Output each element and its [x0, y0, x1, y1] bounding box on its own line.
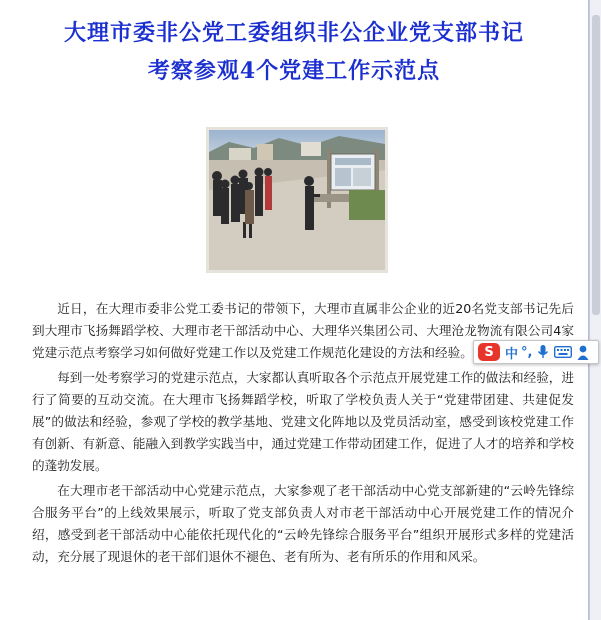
- user-icon[interactable]: [577, 344, 589, 360]
- article-photo: [209, 130, 385, 270]
- vertical-scrollbar[interactable]: [589, 0, 601, 620]
- article-paragraph-2: 每到一处考察学习的党建示范点，大家都认真听取各个示范点开展党建工作的做法和经验，进行了简要的互动交流。在大理市飞扬舞蹈学校，听取了学校负责人关于“党建带团建、共建促发展”的做法和经验，参观了学校的教学基地、党建文化阵地以及党员活动室，感受到该校党建工作有创新、有新意、能融入到教学实践当中，通过党建工作带动团建工作，促进了人才的培养和学校的蓬勃发展。: [32, 370, 574, 473]
- ime-toolbar[interactable]: [473, 340, 599, 364]
- article-title-line1: 大理市委非公党工委组织非公企业党支部书记: [63, 20, 524, 46]
- ime-language-toggle[interactable]: 中: [505, 346, 519, 362]
- microphone-icon[interactable]: [537, 344, 549, 360]
- scrollbar-thumb[interactable]: [592, 15, 600, 315]
- group-visit-photo: [209, 130, 385, 270]
- ime-punctuation-toggle[interactable]: °,: [521, 344, 533, 360]
- keyboard-icon[interactable]: [554, 345, 572, 359]
- sogou-logo-icon[interactable]: S: [478, 343, 500, 361]
- article-paragraph-3: 在大理市老干部活动中心党建示范点，大家参观了老干部活动中心党支部新建的“云岭先锋综合服务平台”的上线效果展示，听取了党支部负责人对市老干部活动中心开展党建工作的情况介绍，感受到老干部活动中心能依托现代化的“云岭先锋综合服务平台”组织开展形式多样的党建活动，充分展了现退休的老干部们退休不褪色、老有所为、老有所乐的作用和风采。: [32, 483, 574, 564]
- article-title-line2: 考察参观4个党建工作示范点: [147, 58, 441, 84]
- article-body: [32, 298, 574, 571]
- article-paragraph-1: 近日，在大理市委非公党工委书记的带领下，大理市直属非公企业的近20名党支部书记先后到大理市飞扬舞蹈学校、大理市老干部活动中心、大理华兴集团公司、大理沧龙物流有限公司4家党建示范点考察学习如何做好党建工作以及党建工作规范化建设的方法和经验。: [32, 301, 574, 360]
